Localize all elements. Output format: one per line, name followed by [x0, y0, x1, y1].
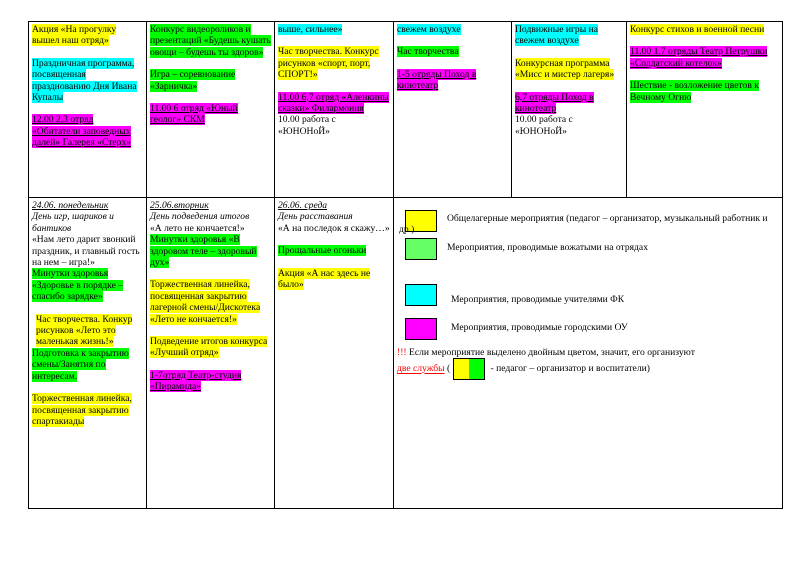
- event-text: Конкурс стихов и военной песни: [630, 24, 765, 35]
- event-text: Торжественная линейка, посвященная закрытию спартакиады: [32, 393, 132, 427]
- day-date: 25.06.вторник: [150, 200, 209, 211]
- note-open: (: [444, 363, 451, 375]
- note-marks: !!!: [397, 347, 407, 358]
- day-date: 24.06. понедельник: [32, 200, 109, 211]
- event-text: 10.00 работа с «ЮНОНоЙ»: [278, 114, 336, 137]
- event-text: Акция «На прогулку вышел наш отряд»: [32, 24, 117, 47]
- legend-label: Мероприятия, проводимые вожатыми на отрядах: [447, 242, 648, 253]
- table-row: [29, 198, 783, 509]
- schedule-table: [28, 21, 783, 509]
- event-text: Час творчества. Конкурс рисунков «спорт, порт, СПОРТ!»: [278, 46, 379, 81]
- event-text: Торжественная линейка, посвященная закрытию лагерной смены/Дискотека «Лето не кончается!»: [150, 279, 261, 325]
- event-text: Час творчества: [397, 46, 459, 58]
- event-text: Конкурс видеороликов и презентаций «Будешь кушать овощи – будешь ты здоров»: [150, 24, 271, 58]
- event-text: 11.00 6,7 отряд «Аленкины сказки» Филармония: [278, 91, 389, 115]
- event-text: Конкурсная программа «Мисс и мистер лагеря»: [515, 57, 615, 81]
- event-text: 11.00 6 отряд «Юный геолог» СКМ: [150, 103, 238, 126]
- table-cell: [275, 198, 394, 509]
- event-text: 12.00 2,3 отряд «Обитатели заповедных далей» Галерея «Стерх»: [32, 114, 132, 149]
- event-text: Подготовка к закрытию смены/Занятия по интересам.: [32, 347, 129, 382]
- table-cell: [512, 22, 627, 198]
- legend-swatch-magenta: [405, 318, 437, 340]
- note-tail: - педагог – организатор и воспитатели): [488, 363, 650, 375]
- event-text: Шествие - возложение цветов к Вечному Огню: [630, 80, 759, 103]
- event-text: Час творчества. Конкур рисунков «Лето это маленькая жизнь!»: [36, 313, 133, 348]
- legend-label: Мероприятия, проводимые учителями ФК: [451, 294, 625, 305]
- day-date: 26.06. среда: [278, 200, 328, 211]
- day-theme: День игр, шариков и бантиков: [32, 211, 114, 234]
- event-text: свежем воздухе: [397, 24, 461, 35]
- legend-swatch-cyan: [405, 284, 437, 306]
- event-text: 1-7отряд Театр-студия «Пирамида»: [150, 369, 242, 393]
- event-text: Минутки здоровья «В здоровом теле – здоровый дух»: [150, 234, 257, 269]
- day-theme: День подведения итогов: [150, 211, 250, 223]
- event-text: Праздничная программа, посвященная празднованию Дня Ивана Купалы: [32, 57, 137, 104]
- event-text: 1-5 отряды Поход в кинотеатр: [397, 68, 477, 92]
- legend-swatch-green: [405, 238, 437, 260]
- day-quote: «А на последок я скажу…»: [278, 222, 390, 234]
- legend: [397, 200, 779, 500]
- note-text: Если мероприятие выделено двойным цветом, значит, его организуют: [406, 347, 695, 358]
- table-cell: [29, 198, 147, 509]
- table-cell: [147, 22, 275, 198]
- event-text: 10.00 работа с «ЮНОНоЙ»: [515, 114, 573, 137]
- event-text: 11.00 1,7 отряды Театр Петрушки «Солдатский котелок»: [630, 46, 768, 69]
- event-text: Игра – соревнование «Зарничка»: [150, 69, 236, 92]
- event-text: 6,7 отряды Поход в кинотеатр: [515, 91, 594, 115]
- table-cell: [29, 22, 147, 198]
- day-quote: «А лето не кончается!»: [150, 222, 245, 234]
- event-text: Подведение итогов конкурса «Лучший отряд»: [150, 336, 268, 359]
- table-row: [29, 22, 783, 198]
- event-text: выше, сильнее»: [278, 24, 343, 35]
- legend-label: Мероприятия, проводимые городскими ОУ: [451, 322, 628, 333]
- day-quote: «Нам лето дарит звонкий праздник, и главный гость на нем – игра!»: [32, 234, 140, 269]
- legend-note: [397, 347, 777, 380]
- table-cell: [275, 22, 394, 198]
- day-theme: День расставания: [278, 211, 353, 223]
- table-cell: [147, 198, 275, 509]
- dual-color-swatch: [453, 358, 485, 380]
- event-text: Прощальные огоньки: [278, 245, 367, 257]
- table-cell: [394, 22, 512, 198]
- legend-label: Общелагерные мероприятия (педагог – организатор, музыкальный работник и др.): [399, 213, 768, 236]
- table-cell: [627, 22, 783, 198]
- event-text: Акция «А нас здесь не было»: [278, 267, 371, 291]
- legend-cell: [394, 198, 783, 509]
- note-link: две службы: [397, 363, 445, 375]
- event-text: Минутки здоровья «Здоровье в порядке – спасибо зарядке»: [32, 268, 124, 303]
- event-text: Подвижные игры на свежем воздухе: [515, 24, 598, 47]
